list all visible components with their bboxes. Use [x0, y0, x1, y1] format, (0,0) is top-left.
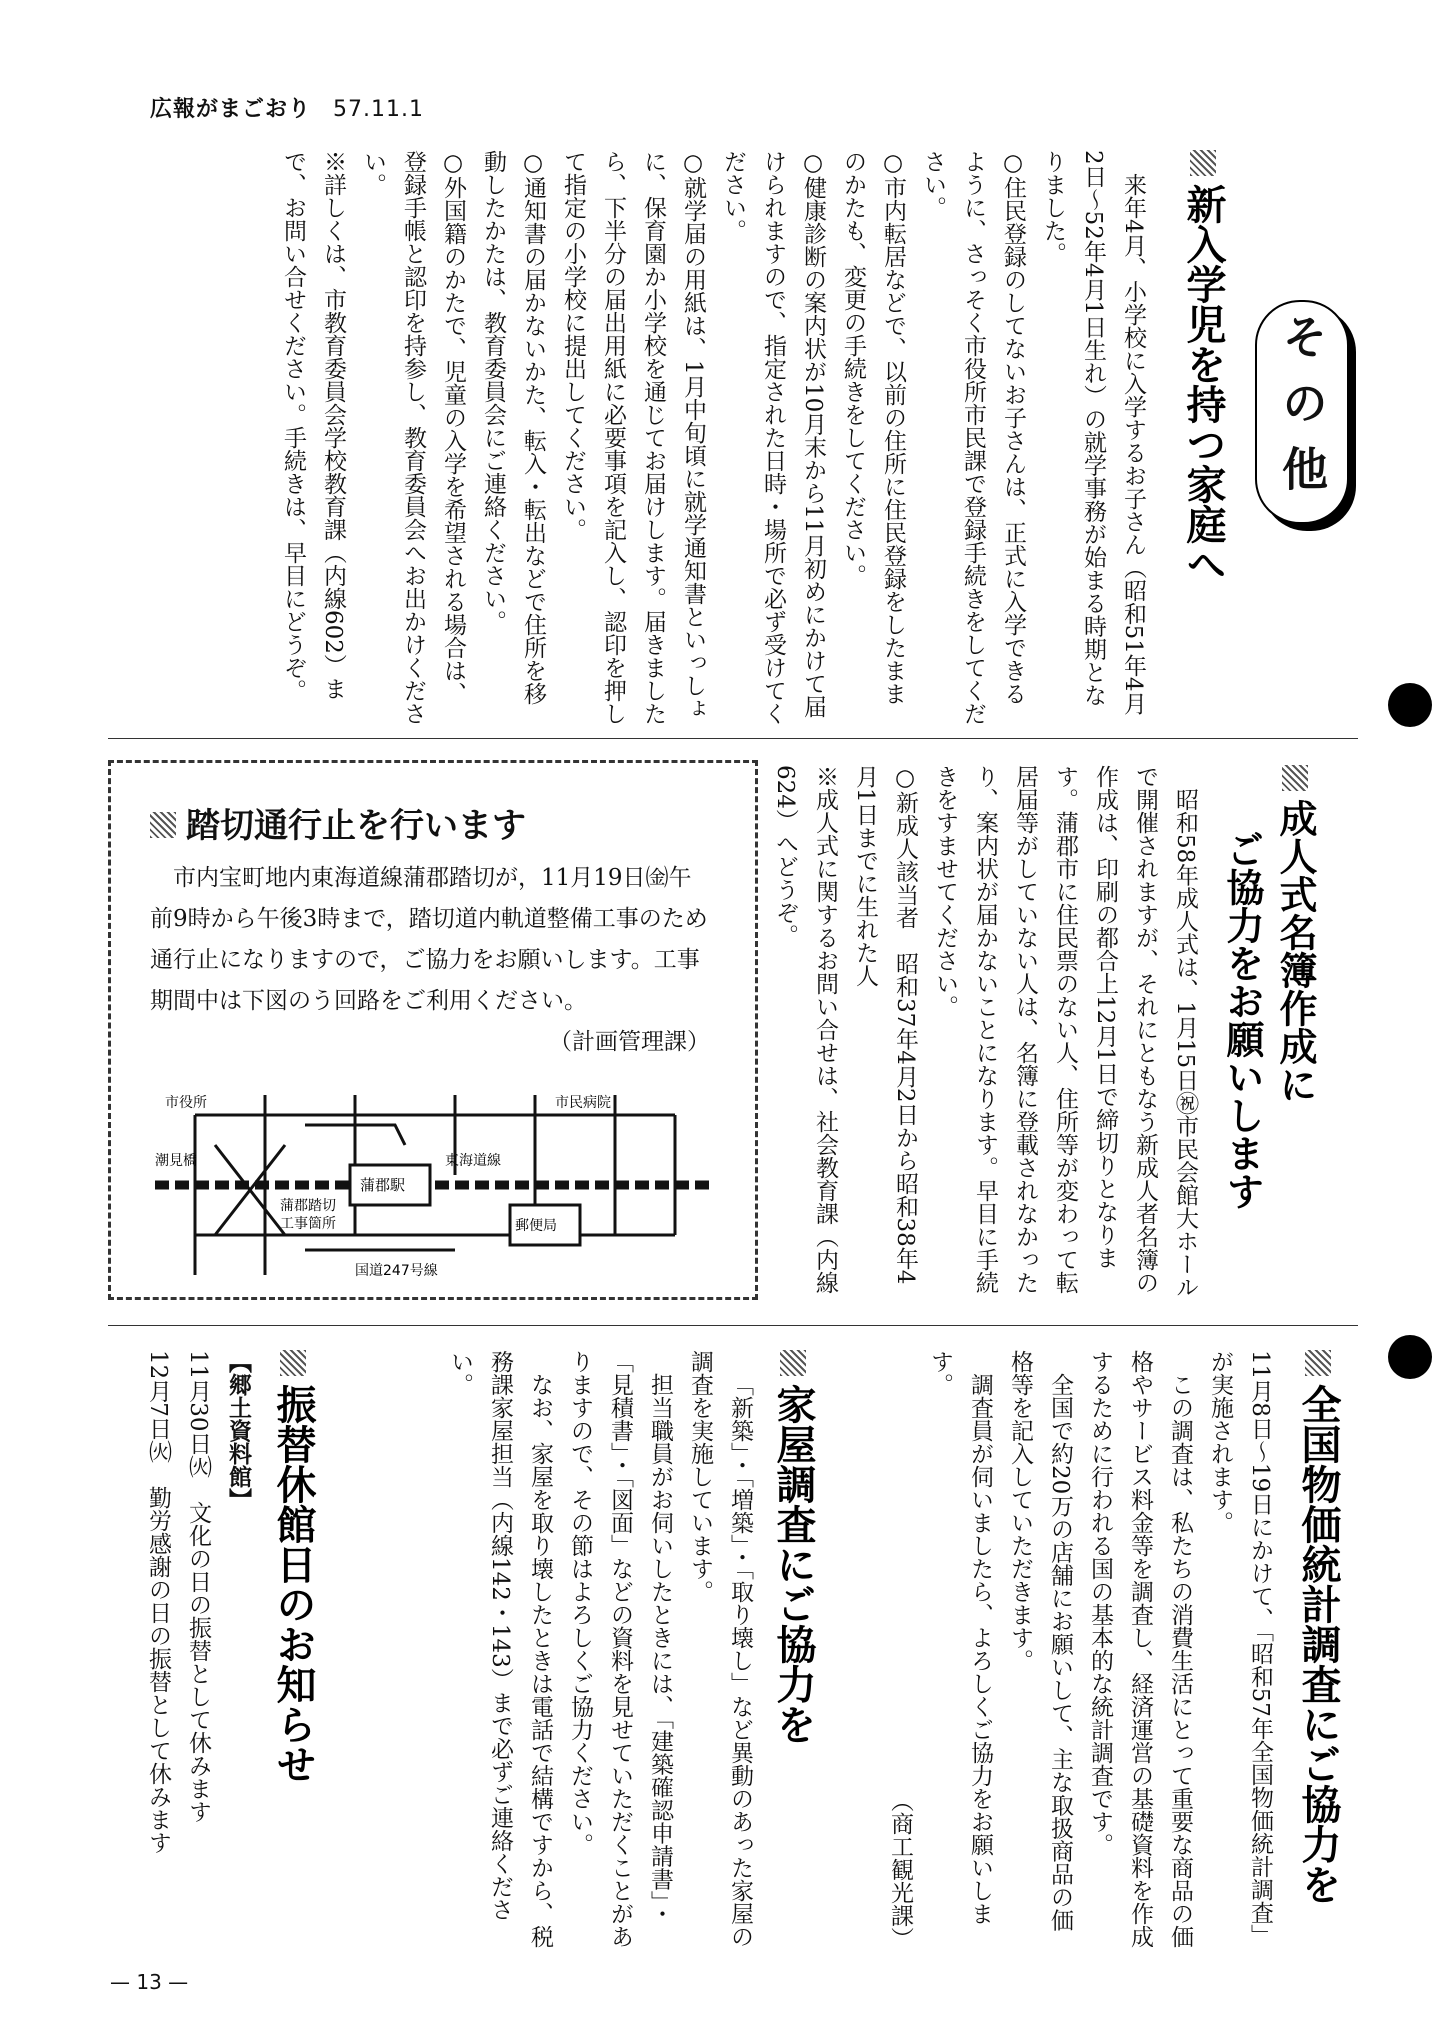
- paragraph: この調査は、私たちの消費生活にとって重要な商品の価格やサービス料金等を調査し、経済運営の基礎資料を作成するために行われる国の基本的な統計調査です。: [1087, 1350, 1193, 1948]
- heading-text: 新入学児を持つ家庭へ: [1180, 184, 1226, 584]
- heading-text: ご協力をお願いします: [1220, 830, 1264, 1210]
- paragraph: 市内宝町地内東海道線蒲郡踏切が，11月19日㈮午前9時から午後3時まで，踏切道内軌道整備工事のため通行止になりますので，ご協力をお願いします。工事期間中は下図のう回路をご利用ください。: [150, 865, 708, 1014]
- map-label-station: 蒲郡駅: [360, 1176, 406, 1194]
- heading-hatch-icon: [1305, 1350, 1331, 1376]
- heading-hatch-icon: [1282, 765, 1308, 791]
- department-credit: （計画管理課）: [549, 1029, 710, 1055]
- heading-text: 成人式名簿作成に: [1273, 799, 1317, 1103]
- heading-text: 踏切通行止を行います: [186, 806, 526, 846]
- paragraph: ○就学届の用紙は、1月中旬頃に就学通知書といっしょに、保育園か小学校を通じてお届けします。届きましたら、下半分の届出用紙に必要事項を記入し、認印を押して指定の小学校に提出してください。: [560, 150, 706, 725]
- category-badge: [1255, 300, 1349, 524]
- heading-hatch-icon: [150, 812, 176, 838]
- paragraph: ○通知書の届かないかた、転入・転出などで住所を移動したかたは、教育委員会にご連絡ください。: [480, 150, 546, 705]
- map-label-crossing: 蒲郡踏切: [280, 1198, 336, 1214]
- paragraph: 11月8日〜19日にかけて、「昭和57年全国物価統計調査」が実施されます。: [1207, 1350, 1273, 1947]
- detour-map: [155, 1085, 715, 1285]
- heading-text: 家屋調査にご協力を: [770, 1384, 816, 1744]
- heading-hatch-icon: [780, 1350, 806, 1376]
- article-heading-furikae: [265, 1350, 322, 1950]
- article-heading-bukka: [1290, 1350, 1347, 1950]
- article-heading-seijinshiki-2: [1215, 830, 1270, 1300]
- masthead-title: 広報がまごおり: [150, 97, 312, 122]
- paragraph: 担当職員がお伺いしたときには、「建築確認申請書」・「見積書」・「図面」などの資料を見せていただくことがありますので、その節はよろしくご協力ください。: [567, 1350, 673, 1948]
- paragraph: ※成人式に関するお問い合せは、社会教育課（内線624）へどうぞ。: [772, 765, 838, 1294]
- department-credit: （商工観光課）: [887, 1789, 913, 1950]
- map-label-construction: 工事箇所: [280, 1216, 336, 1232]
- heading-text: 振替休館日のお知らせ: [270, 1384, 316, 1784]
- section-divider: [108, 1325, 1358, 1326]
- paragraph: 調査員が伺いましたら、よろしくご協力をお願いします。: [927, 1350, 993, 1925]
- masthead: [150, 92, 424, 123]
- category-badge-label: その他: [1275, 313, 1329, 511]
- article-body-seijinshiki: [772, 765, 1205, 1300]
- article-body-furikae: [108, 1350, 258, 1950]
- article-heading-fumikiri: [150, 798, 526, 847]
- paragraph: ○市内転居などで、以前の住所に住民登録をしたままのかたも、変更の手続きをしてください。: [840, 150, 906, 705]
- facility-label: 【郷土資料館】: [225, 1350, 251, 1511]
- page-number: — 13 —: [110, 1970, 189, 1994]
- heading-text: 全国物価統計調査にご協力を: [1295, 1384, 1341, 1904]
- map-label-city-hall: 市役所: [165, 1095, 207, 1111]
- article-heading-shinnyugaku: [1175, 150, 1232, 725]
- section-divider: [108, 738, 1358, 739]
- paragraph: 昭和58年成人式は、1月15日㊗市民会館大ホールで開催されますが、それにともなう新成人者名簿の作成は、印刷の都合上12月1日で締切りとなります。蒲郡市に住民票のない人、住所等が変わって転居届等がしていない人は、名簿に登載されなかったり、案内状が届かないことになります。早目に手続きをすませてください。: [932, 765, 1198, 1299]
- article-body-bukka: [860, 1350, 1280, 1950]
- closure-line: 12月7日㈫ 勤労感謝の日の振替として休みます: [145, 1350, 171, 1854]
- paragraph: ○外国籍のかたで、児童の入学を希望される場合は、登録手帳と認印を持参し、教育委員会へお出かけください。: [360, 150, 466, 725]
- map-label-route: 国道247号線: [355, 1263, 438, 1279]
- article-heading-kaoku: [765, 1350, 822, 1950]
- paragraph: ○住民登録のしてないお子さんは、正式に入学できるように、さっそく市役所市民課で登録手続きをしてください。: [920, 150, 1026, 725]
- article-body-shinnyugaku: [108, 150, 1153, 725]
- paragraph: ※詳しくは、市教育委員会学校教育課（内線602）まで、お問い合せください。手続きは、早目にどうぞ。: [280, 150, 346, 702]
- map-label-shiomibashi: 潮見橋: [155, 1153, 197, 1169]
- paragraph: 全国で約20万の店舗にお願いして、主な取扱商品の価格等を記入していただきます。: [1007, 1350, 1073, 1932]
- paragraph: なお、家屋を取り壊したときは電話で結構ですから、税務課家屋担当（内線142・143）まで必ずご連絡ください。: [447, 1350, 553, 1948]
- margin-dot: [1388, 1335, 1432, 1379]
- paragraph: 「新築」・「増築」・「取り壊し」など異動のあった家屋の調査を実施しています。: [687, 1350, 753, 1948]
- heading-hatch-icon: [280, 1350, 306, 1376]
- article-body-fumikiri: [150, 858, 710, 1063]
- article-heading-seijinshiki: [1268, 765, 1323, 1300]
- paragraph: ○新成人該当者 昭和37年4月2日から昭和38年4月1日までに生れた人: [852, 765, 918, 1285]
- heading-hatch-icon: [1190, 150, 1216, 176]
- map-label-tokaido: 東海道線: [445, 1153, 501, 1169]
- masthead-date: 57.11.1: [333, 97, 424, 122]
- article-body-kaoku: [365, 1350, 760, 1950]
- margin-dot: [1388, 683, 1432, 727]
- map-label-hospital: 市民病院: [555, 1095, 611, 1111]
- paragraph: ○健康診断の案内状が10月末から11月初めにかけて届けられますので、指定された日時・場所で必ず受けてください。: [720, 150, 826, 725]
- map-label-post-office: 郵便局: [515, 1218, 557, 1234]
- closure-line: 11月30日㈫ 文化の日の振替として休みます: [185, 1350, 211, 1823]
- paragraph: 来年4月、小学校に入学するお子さん（昭和51年4月2日〜52年4月1日生れ）の就学事務が始まる時期となりました。: [1040, 150, 1146, 715]
